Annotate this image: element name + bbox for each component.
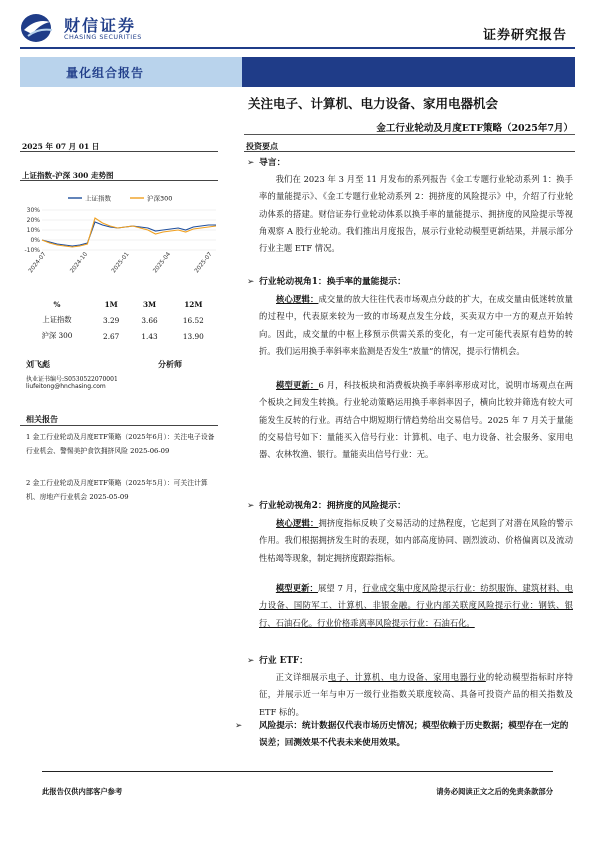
performance-table xyxy=(22,296,218,344)
report-date: 2025 年 07 月 01 日 xyxy=(22,142,100,151)
chart-y-tick-label: 0% xyxy=(30,237,40,244)
table-cell: 3.66 xyxy=(141,315,158,325)
chart-y-tick-label: -10% xyxy=(24,247,40,254)
arrow-bullet-icon: ➢ xyxy=(247,158,255,168)
model-update-paragraph xyxy=(259,580,573,632)
chart-y-tick-label: 20% xyxy=(26,217,40,224)
paragraph-text: 拥挤度指标反映了交易活动的过热程度，它起到了对潜在风险的警示作用。我们根据拥挤发生时的表现，如内部高度协同、剧烈波动、价格偏离以及流动性枯竭等现象，制定拥挤度跟踪指标。 xyxy=(259,518,573,563)
analyst-email: liufeitong@hnchasing.com xyxy=(26,383,106,390)
chart-y-axis xyxy=(24,207,40,254)
core-logic-paragraph xyxy=(259,291,573,360)
table-cell: 3.29 xyxy=(103,315,120,325)
chart-legend-label: 沪深300 xyxy=(147,194,173,203)
arrow-bullet-icon: ➢ xyxy=(247,277,255,287)
underlined-text: 电子、计算机、电力设备、家用电器行业 xyxy=(328,672,486,682)
footer-notice: 此报告仅供内部客户参考 xyxy=(42,787,123,796)
chart-legend xyxy=(68,194,172,203)
left-divider xyxy=(20,151,218,152)
section-heading xyxy=(247,274,406,287)
keyword-label: 模型更新： xyxy=(276,380,319,390)
right-divider xyxy=(244,151,575,152)
section-heading-text: 行业轮动视角2：拥挤度的风险提示： xyxy=(259,501,406,511)
chart-x-tick-label: 2025-01 xyxy=(110,251,131,275)
logo-chinese-name: 财信证券 xyxy=(64,16,137,35)
chart-heading: 上证指数-沪深 300 走势图 xyxy=(22,171,114,180)
analyst-role: 分析师 xyxy=(158,359,182,369)
table-cell: 1.43 xyxy=(141,331,158,341)
section-heading xyxy=(247,498,406,511)
company-logo xyxy=(20,12,170,48)
core-logic-paragraph xyxy=(259,515,573,567)
left-divider xyxy=(20,425,218,426)
logo-english-name: CHASING SECURITIES xyxy=(64,33,142,41)
footer-divider xyxy=(42,771,553,772)
banner-dark-block xyxy=(242,57,575,87)
chart-series-line xyxy=(42,218,216,247)
header-divider xyxy=(20,47,575,49)
keyword-label: 模型更新： xyxy=(275,583,318,593)
section-heading-text: 导言： xyxy=(259,158,286,168)
arrow-bullet-icon: ➢ xyxy=(247,501,255,511)
underlined-text: 行业成交集中度风险提示行业：纺织服饰、建筑材料、电力设备、国防军工、计算机、非银金融。行业内部关联度风险提示行业：钢铁、银行、石油石化。行业价格乖离率风险提示行业：石油石化。 xyxy=(259,583,573,628)
section-heading-text: 行业 ETF： xyxy=(259,656,308,666)
analyst-name: 刘飞彪 xyxy=(26,359,50,369)
table-row xyxy=(22,328,218,344)
related-report-item: 1 金工行业轮动及月度ETF策略（2025年6月）：关注电子设备行业机会、警惕美护食饮拥挤风险 2025-06-09 xyxy=(26,433,215,456)
chart-y-tick-label: 30% xyxy=(26,207,40,214)
paragraph-text: 成交量的放大往往代表市场观点分歧的扩大，在成交量由低迷转放量的过程中，代表原来较为一致的市场观点发生分歧，买卖双方中一方的观点开始转向。因此，成交量的中枢上移预示供需关系的变化，有一定可能代表原有趋势的转折。我们运用换手率斜率来监测是否发生“放量”的情况，提示行情机会。 xyxy=(259,294,573,356)
paragraph-text: 6 月，科技板块和消费板块换手率斜率形成对比，说明市场观点在两个板块之间发生转换。行业轮动策略运用换手率斜率因子，横向比较并筛选有较大可能发生反转的行业。再结合中期短期行情趋势给出交易信号。2025 年 7 月关于量能的交易信号如下：量能买入信号行业：计算机、电子、电力设备、社会服务、家用电器、农林牧渔、银行。量能卖出信号行业：无。 xyxy=(259,380,573,460)
chart-x-axis xyxy=(28,251,214,274)
keyword-label: 核心逻辑： xyxy=(275,518,319,528)
chart-x-tick-label: 2025-04 xyxy=(152,251,173,275)
etf-paragraph xyxy=(259,669,573,721)
chart-y-tick-label: 10% xyxy=(26,227,40,234)
chart-legend-label: 上证指数 xyxy=(85,194,111,203)
table-header-row xyxy=(22,296,218,312)
table-header-cell: 1M xyxy=(104,299,118,309)
table-cell: 2.67 xyxy=(103,331,120,341)
table-header-cell: % xyxy=(53,299,61,309)
keyword-label: 核心逻辑： xyxy=(275,294,319,304)
table-header-cell: 12M xyxy=(184,299,203,309)
table-cell: 13.90 xyxy=(182,331,204,341)
chart-series-line xyxy=(42,222,216,246)
report-type-label: 证券研究报告 xyxy=(482,28,567,43)
section-heading xyxy=(247,155,285,168)
risk-warning-text: 风险提示：统计数据仅代表市场历史情况；模型依赖于历史数据；模型存在一定的误差；回测效果不代表未来使用效果。 xyxy=(259,721,569,749)
footer-disclaimer: 请务必阅读正文之后的免责条款部分 xyxy=(436,787,553,796)
table-cell: 上证指数 xyxy=(42,315,72,324)
intro-paragraph: 我们在 2023 年 3 月至 11 月发布的系列报告《金工专题行业轮动系列 1：换手率的量能提示》、《金工专题行业轮动系列 2：拥挤度的风险提示》中，介绍了行业轮动体系的搭建。财信证券行业轮动体系以换手率的量能提示、拥挤度的风险提示等视角观察 A 股行业轮动。我们推出月度报告，展示行业轮动模型更新结果，并展示部分行业主题 ETF 情况。 xyxy=(259,174,573,254)
section-heading-text: 行业轮动视角1：换手率的量能提示： xyxy=(259,277,406,287)
report-category-label: 量化组合报告 xyxy=(66,66,145,80)
paragraph-text: 的轮动模型指标时序特征，并展示近一年与申万一级行业指数关联度较高、具备可投资产品的相关指数及 ETF 标的。 xyxy=(259,672,573,717)
related-reports-heading: 相关报告 xyxy=(26,414,58,424)
arrow-bullet-icon: ➢ xyxy=(247,656,255,666)
table-cell: 16.52 xyxy=(182,315,204,325)
investment-highlights-heading: 投资要点 xyxy=(246,141,278,151)
table-header-cell: 3M xyxy=(142,299,157,309)
chart-x-tick-label: 2024-10 xyxy=(69,251,90,275)
logo-globe-icon xyxy=(20,12,56,44)
model-update-paragraph xyxy=(259,377,573,463)
table-cell: 沪深 300 xyxy=(41,331,73,340)
report-title: 关注电子、计算机、电力设备、家用电器机会 xyxy=(248,96,499,111)
index-trend-chart xyxy=(20,186,220,284)
risk-warning xyxy=(235,718,573,753)
left-divider xyxy=(20,180,218,181)
table-row xyxy=(22,312,218,328)
arrow-bullet-icon: ➢ xyxy=(235,721,243,731)
paragraph-text: 正文详细展示 xyxy=(275,672,329,682)
chart-x-tick-label: 2025-07 xyxy=(193,251,214,275)
report-subtitle: 金工行业轮动及月度ETF策略（2025年7月） xyxy=(376,123,573,134)
chart-series xyxy=(42,218,216,247)
chart-x-tick-label: 2024-07 xyxy=(27,251,48,275)
paragraph-text: 展望 7 月， xyxy=(317,583,363,593)
analyst-license: 执业证书编号:S0530522070001 xyxy=(26,376,118,383)
related-report-item: 2 金工行业轮动及月度ETF策略（2025年5月）：可关注计算机、房地产行业机会 2025-05-09 xyxy=(26,479,208,502)
subtitle-divider xyxy=(244,134,575,135)
section-heading xyxy=(247,653,308,666)
